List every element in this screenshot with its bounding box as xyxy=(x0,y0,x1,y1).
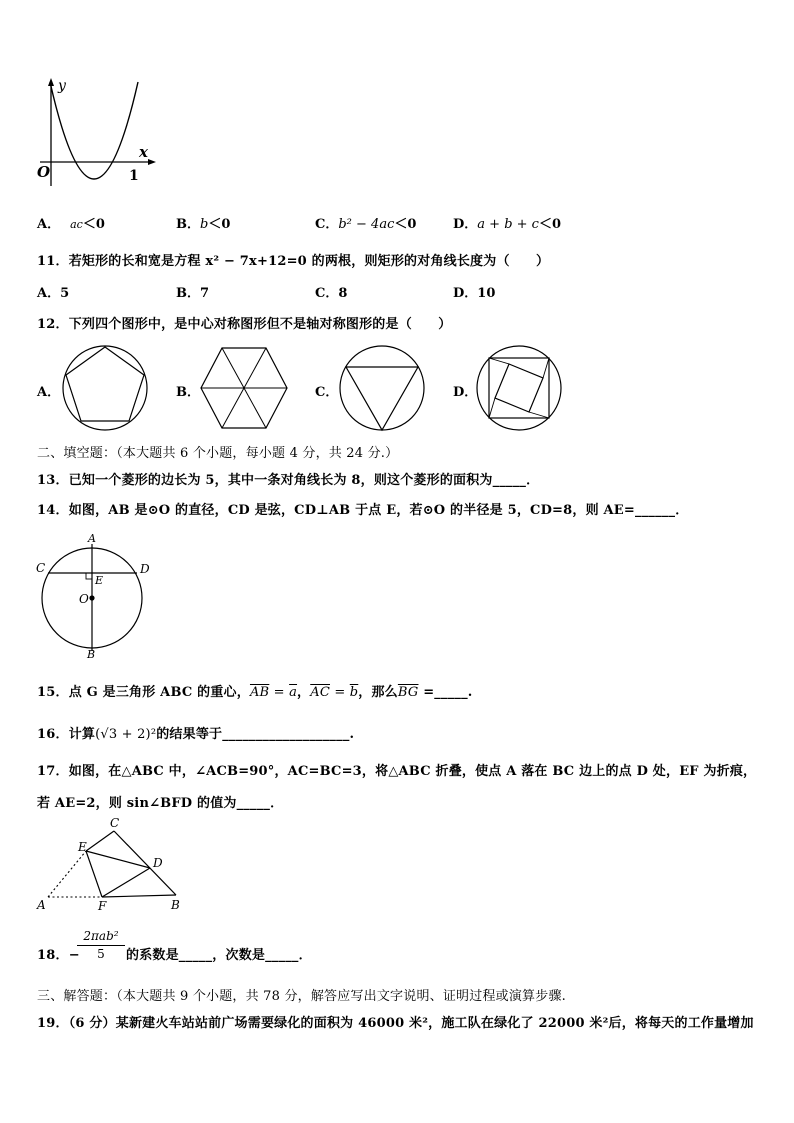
vector-bg: $\overline{BG}$ xyxy=(397,685,419,700)
q10-option-d[interactable]: D．a + b + c＜0 xyxy=(453,217,561,232)
pentagon-in-circle-figure xyxy=(59,344,151,432)
x-axis-label: x xyxy=(139,143,148,161)
q17-stem-line1: 17．如图，在△ABC 中，∠ACB=90°，AC=BC=3，将△ABC 折叠，使点 A 落在 BC 边上的点 D 处，EF 为折痕， xyxy=(37,764,757,779)
q10-option-c[interactable]: C．b² − 4ac＜0 xyxy=(315,217,417,232)
q17-stem-line2: 若 AE=2，则 sin∠BFD 的值为_____． xyxy=(37,796,284,811)
folded-triangle-figure xyxy=(34,815,184,915)
q12-label-b[interactable]: B． xyxy=(176,385,200,400)
point-c-label: C xyxy=(110,816,120,830)
circle-chord-figure xyxy=(34,530,154,660)
q12-label-a[interactable]: A． xyxy=(37,385,61,400)
y-axis-label: y xyxy=(58,78,66,94)
q18-prefix: 18．− xyxy=(37,948,80,963)
q18-fraction xyxy=(77,929,125,961)
q10-option-a[interactable]: A． ac＜0 xyxy=(37,217,105,232)
triangle-in-circle-figure xyxy=(336,344,428,432)
point-f-label: F xyxy=(98,899,107,913)
section-2-heading: 二、填空题：（本大题共 6 个小题，每小题 4 分，共 24 分.） xyxy=(37,446,399,461)
q10-option-b[interactable]: B．b＜0 xyxy=(176,217,231,232)
point-b-label: B xyxy=(171,898,180,912)
q16-stem: 16．计算(√3 + 2)²的结果等于___________________. xyxy=(37,727,355,742)
q14-stem: 14．如图，AB 是⊙O 的直径，CD 是弦，CD⊥AB 于点 E，若⊙O 的半径是 5，CD=8，则 AE=______． xyxy=(37,503,689,518)
point-b-label: B xyxy=(87,648,96,660)
section-3-heading: 三、解答题：（本大题共 9 个小题，共 78 分，解答应写出文字说明、证明过程或演算步骤. xyxy=(37,989,566,1004)
q15-stem: 15．点 G 是三角形 ABC 的重心，$\overline{AB} = \overline{a}$，$\overline{AC} = \overline{b}$，那么$\overline{BG}$ =_____. xyxy=(37,685,473,700)
point-c-label: C xyxy=(36,561,46,575)
q11-option-d[interactable]: D．10 xyxy=(453,286,496,301)
q18-suffix: 的系数是_____，次数是_____． xyxy=(126,948,312,963)
q11-option-c[interactable]: C．8 xyxy=(315,286,348,301)
point-o-label: O xyxy=(79,592,89,606)
hexagon-figure xyxy=(199,346,289,430)
nested-squares-figure xyxy=(475,344,565,432)
point-e-label: E xyxy=(95,574,104,587)
q12-stem: 12．下列四个图形中，是中心对称图形但不是轴对称图形的是（ ） xyxy=(37,317,452,332)
point-a-label: A xyxy=(37,898,46,912)
point-d-label: D xyxy=(153,856,163,870)
vector-b: $\overline{b}$ xyxy=(349,685,359,700)
q12-label-c[interactable]: C． xyxy=(315,385,339,400)
q19-stem: 19．（6 分）某新建火车站站前广场需要绿化的面积为 46000 米²，施工队在绿化了 22000 米²后，将每天的工作量增加 xyxy=(37,1016,754,1031)
vector-ac: $\overline{AC}$ xyxy=(310,685,330,700)
q11-option-a[interactable]: A．5 xyxy=(37,286,70,301)
q16-expression: (√3 + 2)² xyxy=(95,727,157,742)
point-e-label: E xyxy=(78,840,87,854)
tick-one-label: 1 xyxy=(129,168,139,184)
vector-a: $\overline{a}$ xyxy=(289,685,298,700)
q18-denominator: 5 xyxy=(97,947,105,961)
origin-label: O xyxy=(37,163,51,181)
point-d-label: D xyxy=(140,562,150,576)
point-a-label: A xyxy=(88,532,96,545)
vector-ab: $\overline{AB}$ xyxy=(249,685,270,700)
q11-option-b[interactable]: B．7 xyxy=(176,286,210,301)
q11-stem: 11．若矩形的长和宽是方程 x² − 7x+12=0 的两根，则矩形的对角线长度为（ ） xyxy=(37,254,550,269)
q18-numerator: 2πab² xyxy=(77,929,125,946)
parabola-graph xyxy=(34,76,164,188)
q12-label-d[interactable]: D． xyxy=(453,385,478,400)
q13-stem: 13．已知一个菱形的边长为 5，其中一条对角线长为 8，则这个菱形的面积为_____． xyxy=(37,473,540,488)
